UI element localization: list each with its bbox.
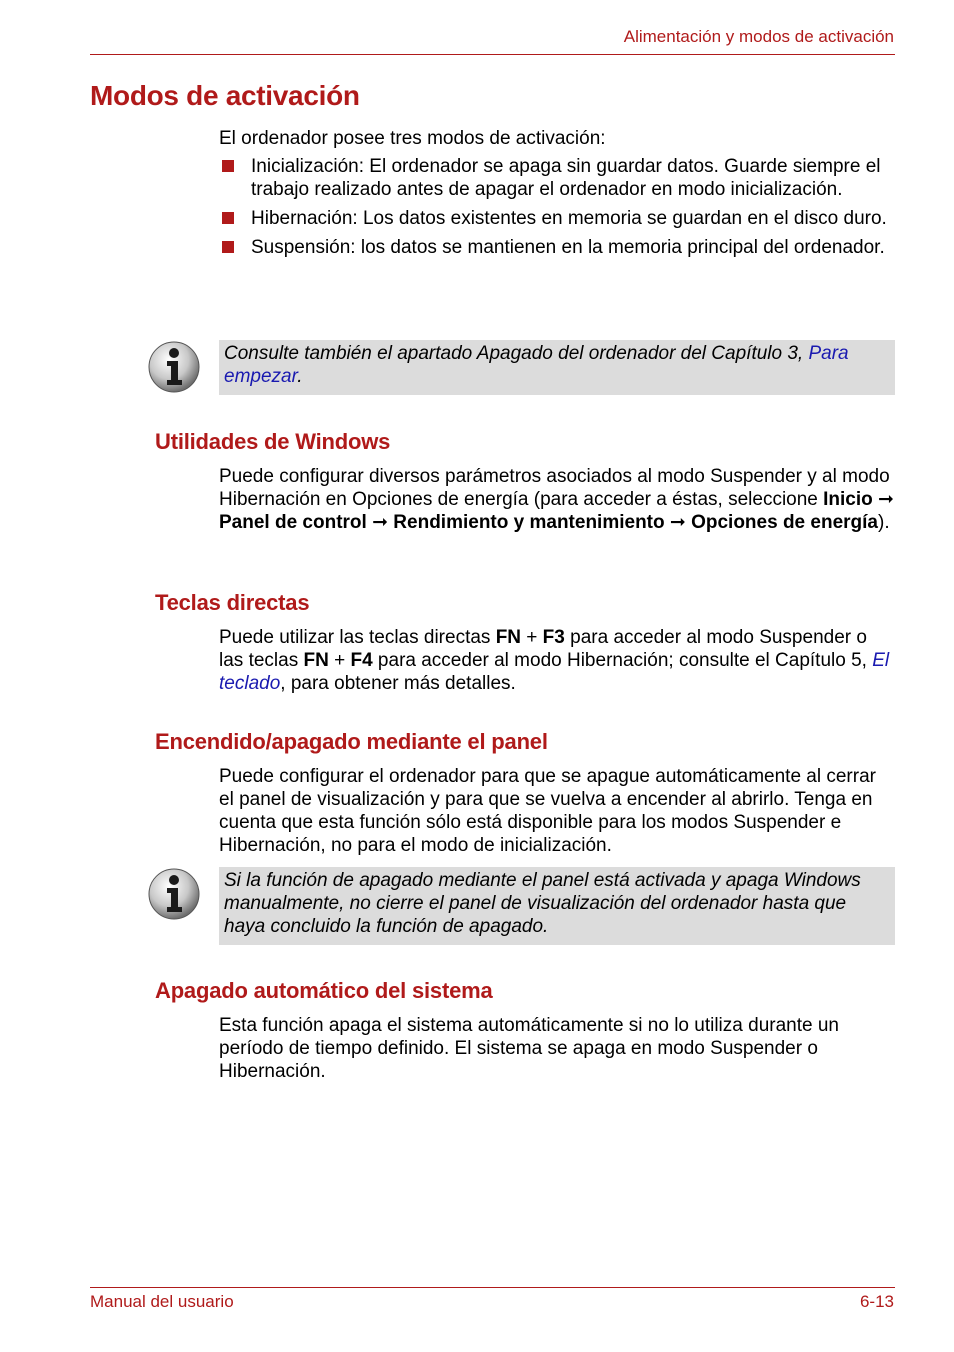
link-para-empezar[interactable]: Para empezar (224, 343, 849, 387)
info-icon (147, 340, 201, 394)
page-title: Modos de activación (90, 80, 360, 111)
footer-title: Manual del usuario (90, 1292, 234, 1311)
intro-text: El ordenador posee tres modos de activación: (219, 128, 606, 149)
bullet-icon (222, 241, 234, 253)
running-header: Alimentación y modos de activación (623, 27, 894, 46)
auto-off-text: Esta función apaga el sistema automáticamente si no lo utiliza durante un período de tiempo definido. El sistema se apaga en modo Suspender o Hibernación. (219, 1015, 839, 1082)
bullet-icon (222, 212, 234, 224)
panel-text: Puede configurar el ordenador para que se apague automáticamente al cerrar el panel de visualización y para que se vuelva a encender al abrirlo. Tenga en cuenta que esta función sólo está disponible para los modos Suspender e Hibernación, no para el modo de inicialización. (219, 766, 876, 856)
hotkeys-text: Puede utilizar las teclas directas FN + F3 para acceder al modo Suspender o las teclas FN + F4 para acceder al modo Hibernación; consulte el Capítulo 5, El teclado, para obtener más detalles. (219, 627, 890, 694)
header-rule (90, 54, 895, 55)
windows-text: Puede configurar diversos parámetros asociados al modo Suspender y al modo Hibernación en Opciones de energía (para acceder a éstas, seleccione Inicio ➞ Panel de control ➞ Rendimiento y mantenimiento ➞ Opciones de energía). (219, 466, 894, 533)
section-heading-panel: Encendido/apagado mediante el panel (155, 729, 548, 754)
note-box: Consulte también el apartado Apagado del ordenador del Capítulo 3, Para empezar. (219, 340, 895, 395)
footer-rule (90, 1287, 895, 1288)
list-item: Hibernación: Los datos existentes en memoria se guardan en el disco duro. (219, 207, 895, 230)
list-item: Inicialización: El ordenador se apaga sin guardar datos. Guarde siempre el trabajo realizado antes de apagar el ordenador en modo inicialización. (219, 155, 895, 201)
info-icon (147, 867, 201, 921)
modes-list (219, 155, 895, 265)
page-number: 6-13 (859, 1292, 894, 1311)
link-el-teclado[interactable]: El teclado (219, 650, 890, 694)
bullet-icon (222, 160, 234, 172)
section-heading-windows: Utilidades de Windows (155, 429, 391, 454)
note-box: Si la función de apagado mediante el panel está activada y apaga Windows manualmente, no cierre el panel de visualización del ordenador hasta que haya concluido la función de apagado. (219, 867, 895, 945)
section-heading-auto-off: Apagado automático del sistema (155, 978, 493, 1003)
list-item: Suspensión: los datos se mantienen en la memoria principal del ordenador. (219, 236, 895, 259)
section-heading-hotkeys: Teclas directas (155, 590, 310, 615)
